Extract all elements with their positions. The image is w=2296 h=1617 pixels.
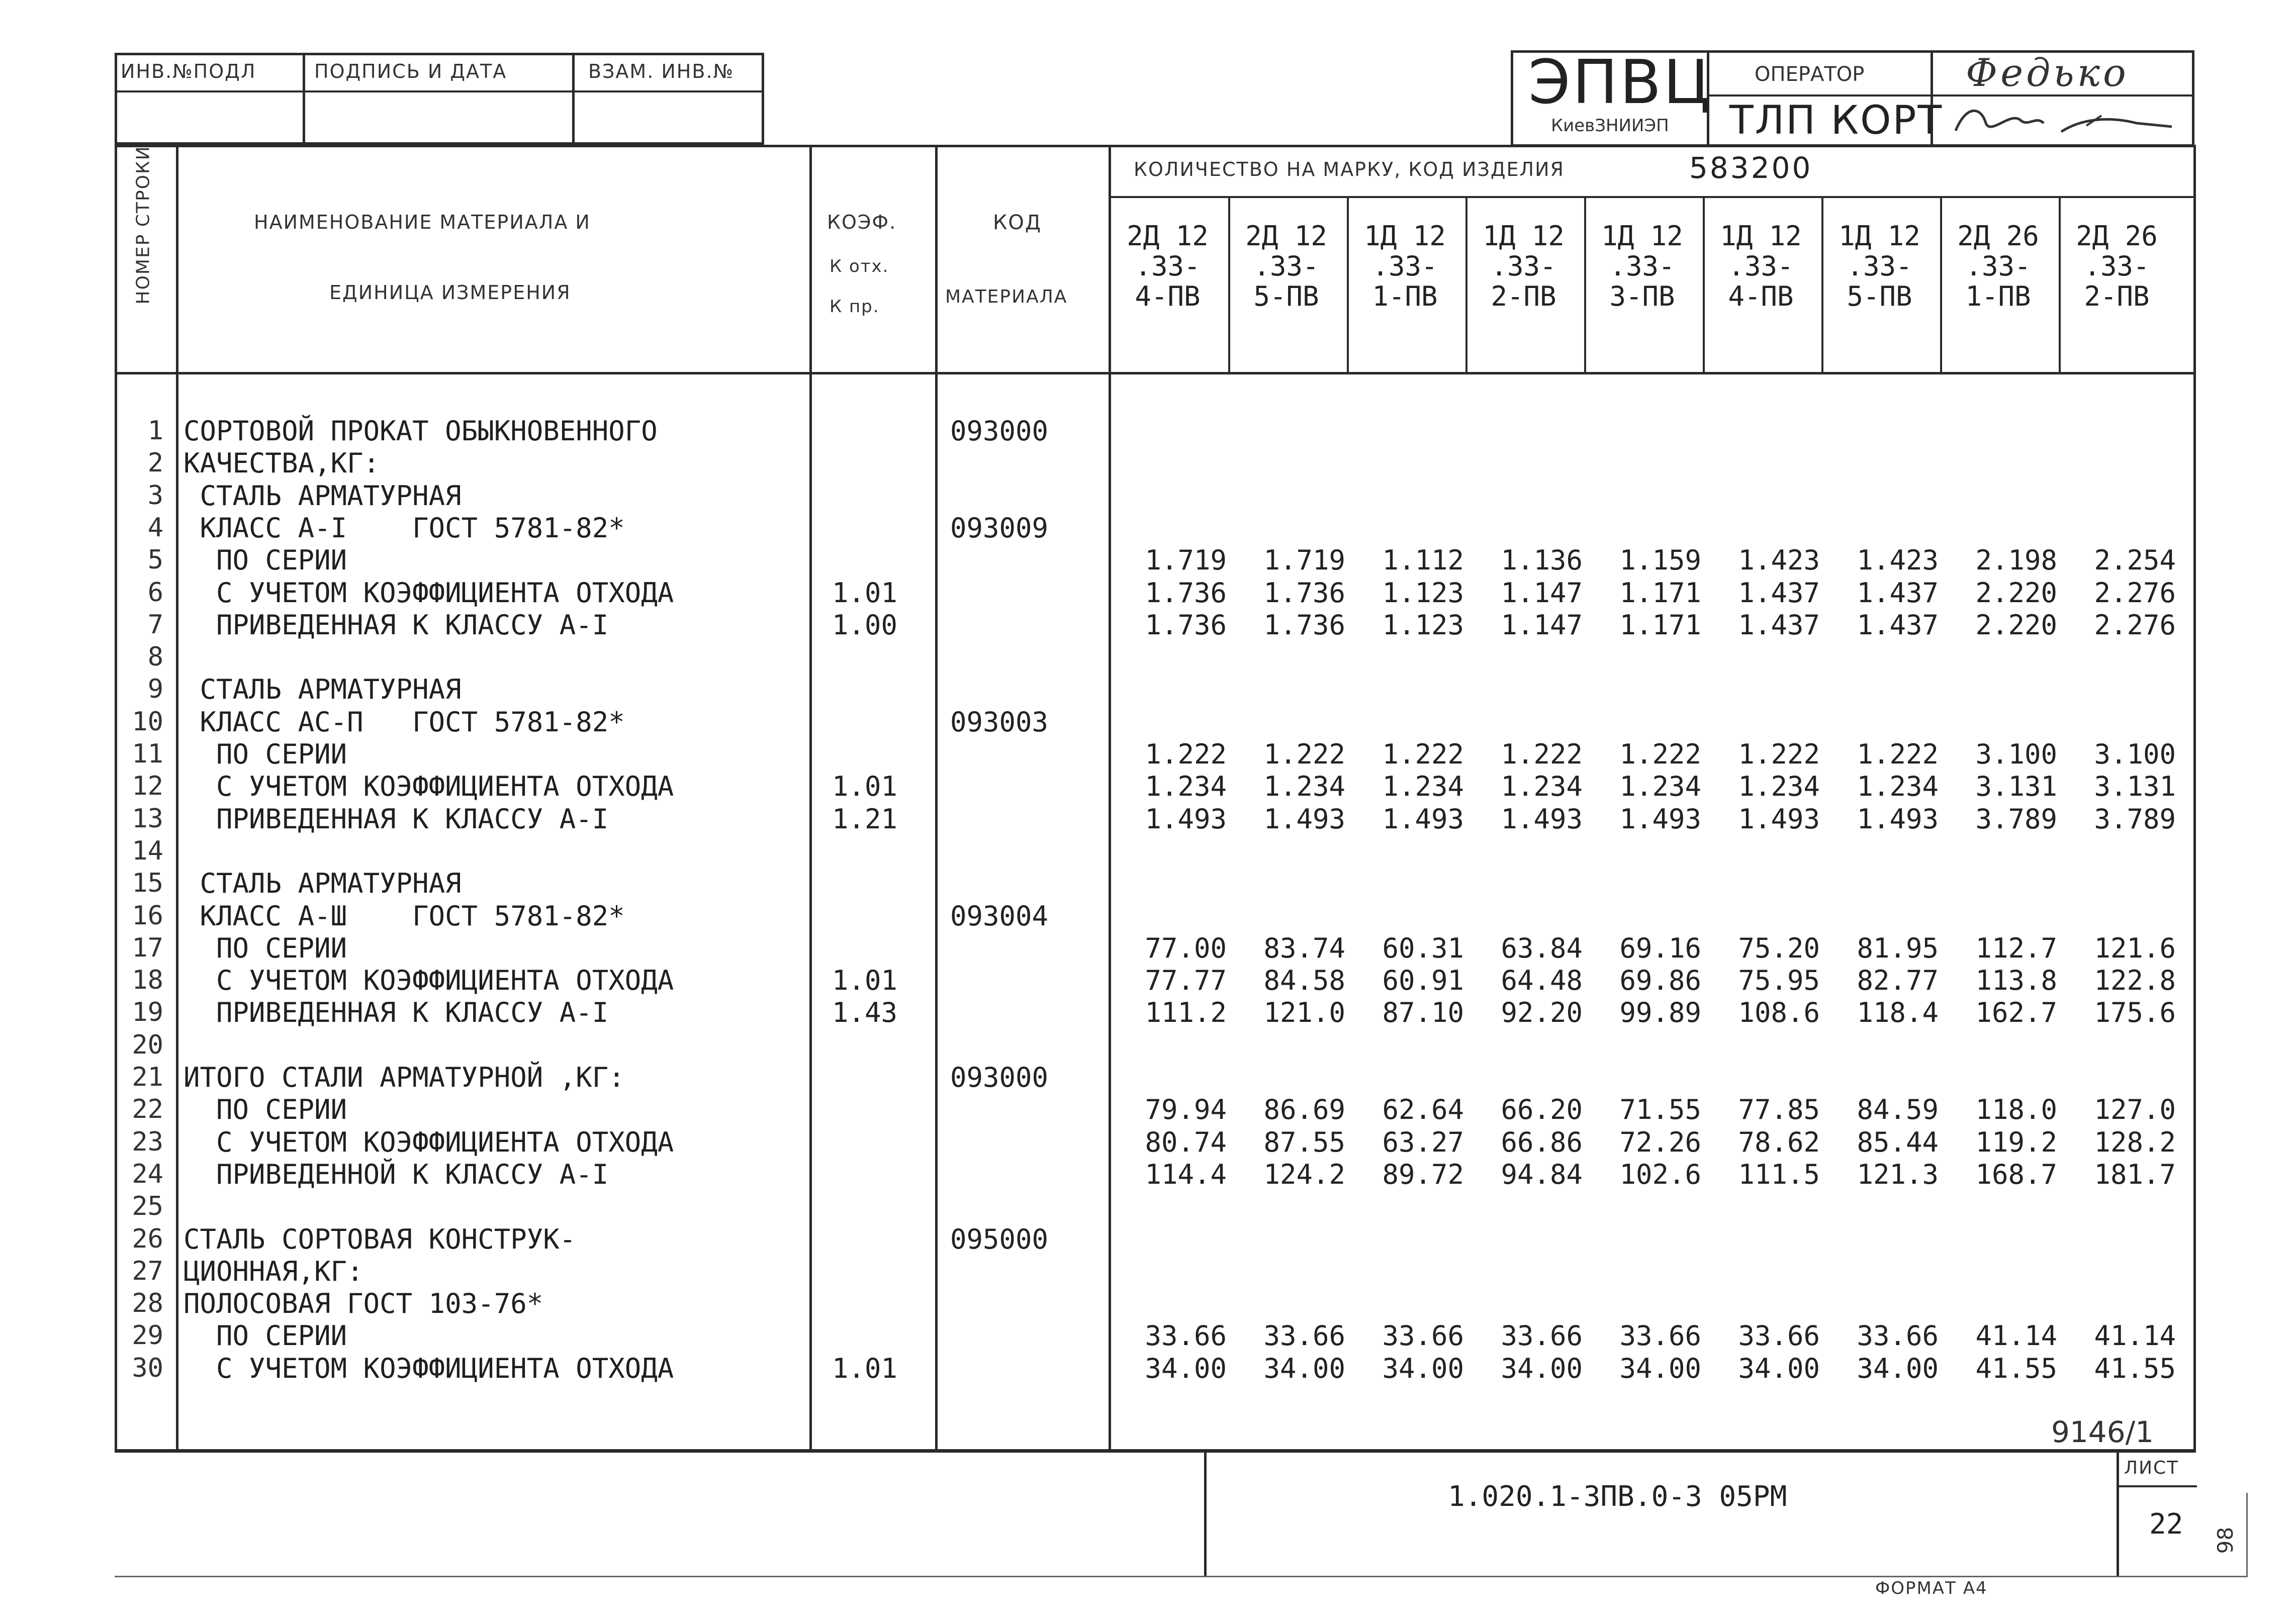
quantity-value: 1.234	[1857, 771, 1939, 803]
row-number: 8	[147, 642, 163, 673]
coefficient: 1.21	[832, 803, 898, 835]
operator-value: ТЛП КОРТ	[1729, 98, 1944, 143]
quantity-value: 34.00	[1857, 1352, 1939, 1384]
material-name: С УЧЕТОМ КОЭФФИЦИЕНТА ОТХОДА	[183, 1126, 674, 1158]
quantity-value: 69.86	[1619, 965, 1701, 997]
quantity-value: 87.55	[1263, 1126, 1345, 1158]
row-number: 22	[132, 1094, 163, 1125]
quantity-value: 33.66	[1619, 1320, 1701, 1352]
quantity-value: 1.222	[1738, 738, 1820, 770]
quantity-value: 34.00	[1382, 1352, 1464, 1384]
quantity-value: 2.220	[1975, 577, 2057, 609]
row-number: 18	[132, 965, 163, 996]
quantity-value: 3.789	[1975, 803, 2057, 835]
coefficient: 1.01	[832, 771, 898, 803]
quantity-value: 82.77	[1857, 965, 1939, 997]
column-header-line: 4-ПВ	[1135, 280, 1201, 312]
quantity-value: 3.131	[2094, 771, 2176, 803]
quantity-value: 1.234	[1619, 771, 1701, 803]
quantity-value: 2.276	[2094, 577, 2176, 609]
quantity-value: 113.8	[1975, 965, 2057, 997]
quantity-value: 75.95	[1738, 965, 1820, 997]
row-number: 9	[147, 674, 163, 705]
row-number: 24	[132, 1159, 163, 1189]
quantity-value: 33.66	[1857, 1320, 1939, 1352]
quantity-value: 121.6	[2094, 932, 2176, 964]
quantity-value: 1.493	[1501, 803, 1583, 835]
material-code: 093000	[950, 1062, 1049, 1093]
quantity-value: 127.0	[2094, 1094, 2176, 1126]
quantity-value: 89.72	[1382, 1158, 1464, 1190]
quantity-value: 124.2	[1263, 1158, 1345, 1190]
quantity-value: 111.2	[1145, 997, 1227, 1029]
quantity-value: 118.4	[1857, 997, 1939, 1029]
material-name: ПО СЕРИИ	[183, 1320, 347, 1352]
quantity-value: 77.00	[1145, 932, 1227, 964]
material-name: СОРТОВОЙ ПРОКАТ ОБЫКНОВЕННОГО	[183, 415, 658, 447]
row-number: 7	[147, 609, 163, 640]
column-header-9	[2060, 221, 2173, 312]
row-number: 23	[132, 1126, 163, 1157]
org-name: ЭПВЦ	[1528, 48, 1712, 118]
row-number: 1	[147, 416, 163, 446]
quantity-value: 80.74	[1145, 1126, 1227, 1158]
quantity-value: 1.736	[1263, 577, 1345, 609]
quantity-value: 1.234	[1738, 771, 1820, 803]
quantity-value: 34.00	[1619, 1352, 1701, 1384]
quantity-value: 77.77	[1145, 965, 1227, 997]
material-name: СТАЛЬ АРМАТУРНАЯ	[183, 480, 462, 512]
quantity-value: 33.66	[1501, 1320, 1583, 1352]
name-header-line2: ЕДИНИЦА ИЗМЕРЕНИЯ	[329, 281, 571, 304]
quantity-value: 128.2	[2094, 1126, 2176, 1158]
quantity-value: 1.112	[1382, 544, 1464, 577]
quantity-value: 1.136	[1501, 544, 1583, 577]
row-number: 2	[147, 448, 163, 479]
column-header-1	[1111, 221, 1224, 312]
material-name: КАЧЕСТВА,КГ:	[183, 447, 380, 480]
coef-header-line2: К отх.	[830, 256, 889, 276]
row-number: 6	[147, 577, 163, 608]
quantity-header: КОЛИЧЕСТВО НА МАРКУ, КОД ИЗДЕЛИЯ	[1134, 158, 1565, 180]
quantity-value: 77.85	[1738, 1094, 1820, 1126]
quantity-value: 181.7	[2094, 1158, 2176, 1190]
org-subtitle: КиевЗНИИЭП	[1551, 116, 1669, 136]
coefficient: 1.00	[832, 609, 898, 641]
quantity-value: 41.14	[2094, 1320, 2176, 1352]
quantity-value: 72.26	[1619, 1126, 1701, 1158]
column-header-line: .33-	[1372, 250, 1438, 282]
column-header-7	[1823, 221, 1936, 312]
quantity-value: 34.00	[1501, 1352, 1583, 1384]
quantity-value: 1.171	[1619, 609, 1701, 641]
row-number: 27	[132, 1256, 163, 1286]
quantity-value: 1.493	[1382, 803, 1464, 835]
column-header-line: 2-ПВ	[1491, 280, 1556, 312]
operator-label: ОПЕРАТОР	[1755, 63, 1865, 86]
material-name: ПО СЕРИИ	[183, 932, 347, 964]
quantity-value: 79.94	[1145, 1094, 1227, 1126]
column-header-line: 5-ПВ	[1847, 280, 1912, 312]
quantity-value: 1.493	[1263, 803, 1345, 835]
quantity-value: 83.74	[1263, 932, 1345, 964]
quantity-value: 75.20	[1738, 932, 1820, 964]
quantity-value: 62.64	[1382, 1094, 1464, 1126]
quantity-value: 78.62	[1738, 1126, 1820, 1158]
column-header-4	[1467, 221, 1580, 312]
quantity-value: 1.171	[1619, 577, 1701, 609]
quantity-value: 3.100	[2094, 738, 2176, 770]
column-header-line: .33-	[1135, 250, 1201, 282]
quantity-value: 3.131	[1975, 771, 2057, 803]
column-header-line: .33-	[1253, 250, 1319, 282]
quantity-value: 66.20	[1501, 1094, 1583, 1126]
quantity-value: 1.493	[1857, 803, 1939, 835]
format-label: ФОРМАТ А4	[1875, 1578, 1988, 1598]
quantity-value: 66.86	[1501, 1126, 1583, 1158]
material-code: 093009	[950, 512, 1049, 544]
quantity-value: 114.4	[1145, 1158, 1227, 1190]
quantity-value: 1.123	[1382, 609, 1464, 641]
quantity-value: 108.6	[1738, 997, 1820, 1029]
quantity-value: 121.0	[1263, 997, 1345, 1029]
quantity-value: 1.234	[1501, 771, 1583, 803]
material-name: ПРИВЕДЕННАЯ К КЛАССУ А-I	[183, 609, 609, 641]
quantity-value: 2.276	[2094, 609, 2176, 641]
material-name: С УЧЕТОМ КОЭФФИЦИЕНТА ОТХОДА	[183, 577, 674, 609]
quantity-value: 175.6	[2094, 997, 2176, 1029]
material-name: ЦИОННАЯ,КГ:	[183, 1255, 363, 1287]
row-number: 20	[132, 1029, 163, 1060]
material-code: 093004	[950, 900, 1049, 932]
quantity-value: 2.220	[1975, 609, 2057, 641]
row-number: 25	[132, 1191, 163, 1222]
row-number: 3	[147, 480, 163, 511]
vzam-inv-label: ВЗАМ. ИНВ.№	[588, 60, 734, 82]
column-header-line: 1-ПВ	[1372, 280, 1438, 312]
material-code: 093000	[950, 415, 1049, 447]
code-header-line2: МАТЕРИАЛА	[945, 287, 1068, 307]
quantity-value: 84.59	[1857, 1094, 1939, 1126]
row-number: 17	[132, 932, 163, 963]
column-header-6	[1704, 221, 1817, 312]
material-name: ПО СЕРИИ	[183, 544, 347, 577]
material-name: СТАЛЬ АРМАТУРНАЯ	[183, 868, 462, 900]
row-number: 21	[132, 1062, 163, 1092]
quantity-value: 2.254	[2094, 544, 2176, 577]
quantity-value: 34.00	[1263, 1352, 1345, 1384]
quantity-value: 111.5	[1738, 1158, 1820, 1190]
quantity-value: 1.222	[1145, 738, 1227, 770]
quantity-value: 34.00	[1145, 1352, 1227, 1384]
coefficient: 1.01	[832, 577, 898, 609]
quantity-value: 1.222	[1382, 738, 1464, 770]
column-header-line: .33-	[1965, 250, 2031, 282]
quantity-value: 41.14	[1975, 1320, 2057, 1352]
doc-code: 1.020.1-3ПВ.0-3 05РМ	[1448, 1480, 1787, 1513]
column-header-2	[1230, 221, 1343, 312]
quantity-value: 99.89	[1619, 997, 1701, 1029]
quantity-value: 86.69	[1263, 1094, 1345, 1126]
column-header-line: 5-ПВ	[1253, 280, 1319, 312]
quantity-value: 1.234	[1145, 771, 1227, 803]
quantity-value: 1.147	[1501, 609, 1583, 641]
material-name: ПО СЕРИИ	[183, 738, 347, 770]
quantity-value: 122.8	[2094, 965, 2176, 997]
quantity-value: 41.55	[2094, 1352, 2176, 1384]
product-code: 583200	[1689, 151, 1813, 185]
material-name: КЛАСС А-I ГОСТ 5781-82*	[183, 512, 625, 544]
material-name: С УЧЕТОМ КОЭФФИЦИЕНТА ОТХОДА	[183, 965, 674, 997]
column-header-8	[1942, 221, 2055, 312]
quantity-value: 1.437	[1738, 609, 1820, 641]
row-number: 11	[132, 739, 163, 769]
quantity-value: 1.437	[1857, 577, 1939, 609]
column-header-line: .33-	[2084, 250, 2150, 282]
column-header-line: 2Д 12	[1127, 220, 1209, 252]
quantity-value: 1.234	[1263, 771, 1345, 803]
quantity-value: 41.55	[1975, 1352, 2057, 1384]
quantity-value: 1.222	[1857, 738, 1939, 770]
quantity-value: 33.66	[1263, 1320, 1345, 1352]
row-number: 29	[132, 1320, 163, 1351]
material-name: СТАЛЬ АРМАТУРНАЯ	[183, 674, 462, 706]
material-name: ПО СЕРИИ	[183, 1094, 347, 1126]
quantity-value: 168.7	[1975, 1158, 2057, 1190]
material-name: ПРИВЕДЕННОЙ К КЛАССУ А-I	[183, 1158, 609, 1190]
column-header-line: 2-ПВ	[2084, 280, 2150, 312]
column-header-line: .33-	[1728, 250, 1794, 282]
quantity-value: 85.44	[1857, 1126, 1939, 1158]
quantity-value: 84.58	[1263, 965, 1345, 997]
row-number: 14	[132, 835, 163, 866]
row-number: 30	[132, 1353, 163, 1383]
quantity-value: 121.3	[1857, 1158, 1939, 1190]
material-name: КЛАСС АС-П ГОСТ 5781-82*	[183, 706, 625, 738]
quantity-value: 1.423	[1738, 544, 1820, 577]
column-header-line: 4-ПВ	[1728, 280, 1794, 312]
material-name: СТАЛЬ СОРТОВАЯ КОНСТРУК-	[183, 1223, 576, 1255]
column-header-line: 2Д 12	[1245, 220, 1327, 252]
row-number: 12	[132, 771, 163, 802]
quantity-value: 94.84	[1501, 1158, 1583, 1190]
quantity-value: 118.0	[1975, 1094, 2057, 1126]
quantity-value: 34.00	[1738, 1352, 1820, 1384]
quantity-value: 1.493	[1738, 803, 1820, 835]
name-header-line1: НАИМЕНОВАНИЕ МАТЕРИАЛА И	[254, 211, 591, 233]
material-name: ИТОГО СТАЛИ АРМАТУРНОЙ ,КГ:	[183, 1062, 625, 1093]
quantity-value: 92.20	[1501, 997, 1583, 1029]
quantity-value: 1.437	[1738, 577, 1820, 609]
column-header-line: 1Д 12	[1720, 220, 1802, 252]
signature-name: Федько	[1966, 50, 2129, 95]
quantity-value: 1.493	[1145, 803, 1227, 835]
quantity-value: 1.123	[1382, 577, 1464, 609]
quantity-value: 1.437	[1857, 609, 1939, 641]
quantity-value: 87.10	[1382, 997, 1464, 1029]
quantity-value: 119.2	[1975, 1126, 2057, 1158]
column-header-line: .33-	[1491, 250, 1556, 282]
code-header-line1: КОД	[993, 211, 1042, 234]
column-header-line: 2Д 26	[1957, 220, 2039, 252]
handwritten-number: 9146/1	[2051, 1415, 2154, 1449]
side-number: 98	[2213, 1527, 2238, 1554]
coefficient: 1.01	[832, 1352, 898, 1384]
quantity-value: 2.198	[1975, 544, 2057, 577]
coef-header-line3: К пр.	[830, 297, 880, 317]
quantity-value: 81.95	[1857, 932, 1939, 964]
column-header-line: 1Д 12	[1839, 220, 1920, 252]
coef-header-line1: КОЭФ.	[827, 211, 897, 233]
row-number: 5	[147, 545, 163, 576]
column-header-line: .33-	[1847, 250, 1912, 282]
material-name: ПРИВЕДЕННАЯ К КЛАССУ А-I	[183, 997, 609, 1029]
coefficient: 1.43	[832, 997, 898, 1029]
quantity-value: 71.55	[1619, 1094, 1701, 1126]
sheet-number: 22	[2149, 1508, 2183, 1541]
material-name: С УЧЕТОМ КОЭФФИЦИЕНТА ОТХОДА	[183, 1352, 674, 1384]
column-header-line: 3-ПВ	[1609, 280, 1675, 312]
quantity-value: 102.6	[1619, 1158, 1701, 1190]
quantity-value: 1.222	[1501, 738, 1583, 770]
quantity-value: 162.7	[1975, 997, 2057, 1029]
quantity-value: 1.719	[1263, 544, 1345, 577]
quantity-value: 1.493	[1619, 803, 1701, 835]
column-header-line: 2Д 26	[2076, 220, 2158, 252]
inv-podl-label: ИНВ.№ПОДЛ	[121, 60, 256, 82]
material-name: ПОЛОСОВАЯ ГОСТ 103-76*	[183, 1288, 543, 1320]
quantity-value: 1.423	[1857, 544, 1939, 577]
column-header-line: 1Д 12	[1601, 220, 1683, 252]
quantity-value: 60.31	[1382, 932, 1464, 964]
signature-icon	[1936, 96, 2187, 146]
quantity-value: 33.66	[1145, 1320, 1227, 1352]
quantity-value: 1.159	[1619, 544, 1701, 577]
quantity-value: 60.91	[1382, 965, 1464, 997]
quantity-value: 1.222	[1263, 738, 1345, 770]
quantity-value: 33.66	[1738, 1320, 1820, 1352]
row-number: 19	[132, 997, 163, 1028]
row-number: 16	[132, 900, 163, 931]
row-number: 4	[147, 512, 163, 543]
quantity-value: 3.100	[1975, 738, 2057, 770]
quantity-value: 63.84	[1501, 932, 1583, 964]
column-header-5	[1586, 221, 1699, 312]
row-number: 13	[132, 803, 163, 834]
row-number: 26	[132, 1223, 163, 1254]
quantity-value: 63.27	[1382, 1126, 1464, 1158]
column-header-3	[1348, 221, 1461, 312]
podpis-data-label: ПОДПИСЬ И ДАТА	[314, 60, 507, 82]
row-number: 15	[132, 868, 163, 899]
row-number: 10	[132, 706, 163, 737]
column-header-line: 1Д 12	[1364, 220, 1446, 252]
quantity-value: 1.147	[1501, 577, 1583, 609]
sheet-label: ЛИСТ	[2124, 1458, 2179, 1478]
material-code: 093003	[950, 706, 1049, 738]
quantity-value: 1.736	[1145, 609, 1227, 641]
row-number-header: НОМЕР СТРОКИ	[133, 145, 154, 305]
quantity-value: 1.234	[1382, 771, 1464, 803]
quantity-value: 33.66	[1382, 1320, 1464, 1352]
material-code: 095000	[950, 1223, 1049, 1255]
quantity-value: 3.789	[2094, 803, 2176, 835]
coefficient: 1.01	[832, 965, 898, 997]
column-header-line: .33-	[1609, 250, 1675, 282]
quantity-value: 1.719	[1145, 544, 1227, 577]
column-header-line: 1-ПВ	[1965, 280, 2031, 312]
column-header-line: 1Д 12	[1483, 220, 1565, 252]
material-name: С УЧЕТОМ КОЭФФИЦИЕНТА ОТХОДА	[183, 771, 674, 803]
row-number: 28	[132, 1288, 163, 1319]
quantity-value: 1.736	[1145, 577, 1227, 609]
material-name: КЛАСС А-Ш ГОСТ 5781-82*	[183, 900, 625, 932]
quantity-value: 1.222	[1619, 738, 1701, 770]
quantity-value: 64.48	[1501, 965, 1583, 997]
material-name: ПРИВЕДЕННАЯ К КЛАССУ А-I	[183, 803, 609, 835]
quantity-value: 1.736	[1263, 609, 1345, 641]
quantity-value: 69.16	[1619, 932, 1701, 964]
quantity-value: 112.7	[1975, 932, 2057, 964]
